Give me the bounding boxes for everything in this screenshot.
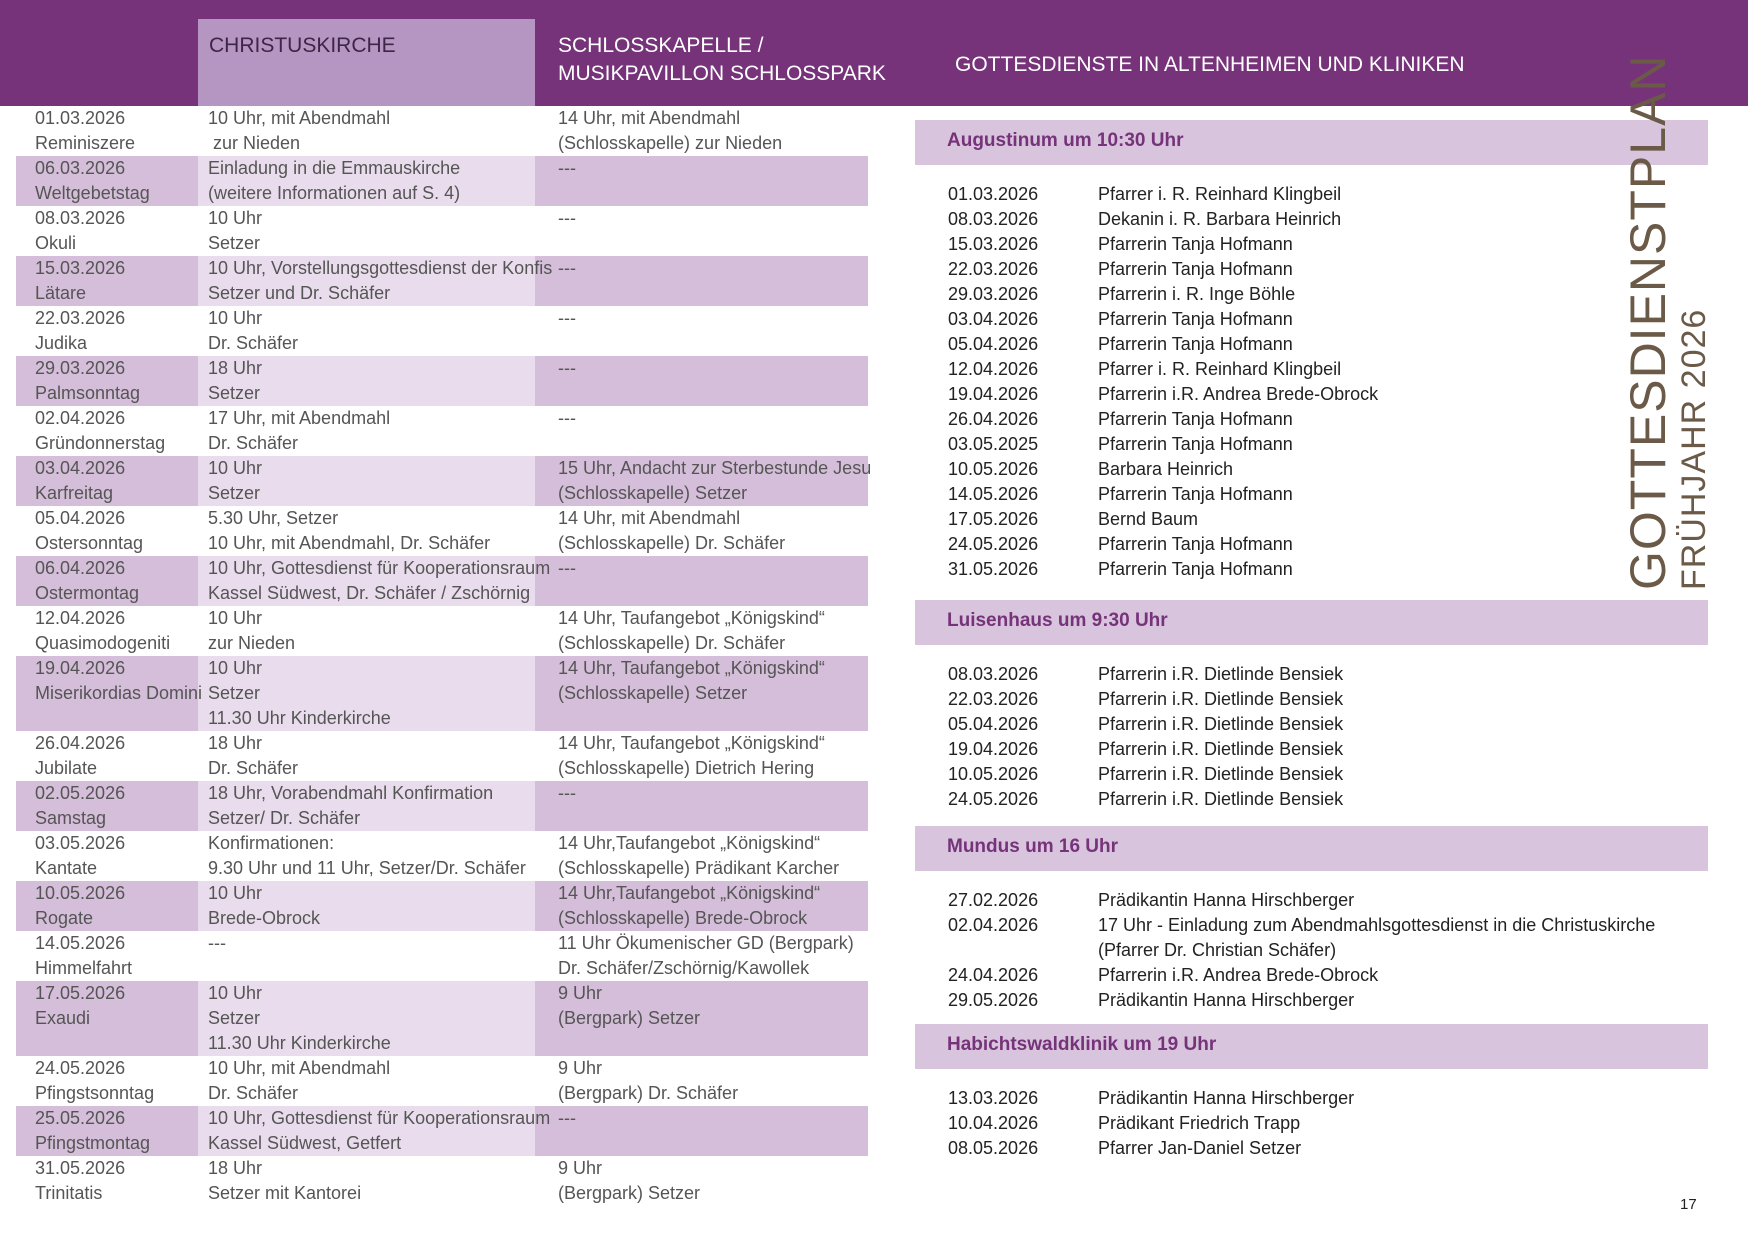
row-schlosskapelle (558, 1156, 700, 1206)
table-row (0, 981, 870, 1056)
table-row (0, 306, 870, 356)
table-row (0, 156, 870, 206)
entry-person: Dekanin i. R. Barbara Heinrich (1098, 209, 1342, 229)
row-christuskirche (208, 356, 262, 406)
row-christuskirche-line: Setzer und Dr. Schäfer (208, 283, 391, 303)
row-date (35, 1156, 125, 1206)
row-schlosskapelle (558, 831, 839, 881)
row-schlosskapelle (558, 981, 700, 1031)
row-date (35, 556, 139, 606)
row-christuskirche-line: 18 Uhr (208, 1158, 263, 1178)
row-date-value: 29.03.2026 (35, 358, 126, 378)
row-christuskirche-line: 10 Uhr (208, 658, 263, 678)
row-christuskirche-line: Konfirmationen: (208, 833, 335, 853)
entry-person: Pfarrerin Tanja Hofmann (1098, 409, 1293, 429)
entry-date: 15.03.2026 (948, 234, 1039, 254)
row-schlosskapelle-line: 14 Uhr, Taufangebot „Königskind“ (558, 608, 825, 628)
row-christuskirche-line: 18 Uhr (208, 358, 263, 378)
table-row (0, 256, 870, 306)
row-christuskirche-line: Kassel Südwest, Dr. Schäfer / Zschörnig (208, 583, 531, 603)
table-row (0, 881, 870, 931)
row-schlosskapelle (558, 156, 576, 181)
row-schlosskapelle-line: (Schlosskapelle) Dietrich Hering (558, 758, 815, 778)
row-christuskirche (208, 781, 493, 831)
row-christuskirche-line: Setzer (208, 1008, 261, 1028)
entry-date: 29.05.2026 (948, 990, 1039, 1010)
entry-person: Pfarrerin i.R. Dietlinde Bensiek (1098, 789, 1344, 809)
table-row (0, 656, 870, 731)
row-christuskirche (208, 506, 490, 556)
row-christuskirche (208, 656, 391, 731)
table-row (0, 931, 870, 981)
section-title: Habichtswaldklinik um 19 Uhr (947, 1034, 1217, 1055)
row-christuskirche-line: Setzer (208, 683, 261, 703)
entry-date: 19.04.2026 (948, 384, 1039, 404)
section-title: Mundus um 16 Uhr (947, 836, 1119, 857)
table-row (0, 1156, 870, 1206)
row-christuskirche (208, 881, 320, 931)
row-schlosskapelle-line: --- (558, 158, 576, 178)
entry-person: (Pfarrer Dr. Christian Schäfer) (1098, 940, 1337, 960)
entry-person: Pfarrerin Tanja Hofmann (1098, 234, 1293, 254)
row-date-value: 06.03.2026 (35, 158, 126, 178)
row-date-value: 05.04.2026 (35, 508, 126, 528)
section-header (915, 120, 1708, 165)
header-altenheime: GOTTESDIENSTE IN ALTENHEIMEN UND KLINIKEN (955, 53, 1465, 76)
row-schlosskapelle (558, 606, 825, 656)
row-day-name: Miserikordias Domini (35, 683, 203, 703)
row-date (35, 506, 143, 556)
row-christuskirche-line: 11.30 Uhr Kinderkirche (208, 1033, 391, 1053)
row-schlosskapelle (558, 931, 854, 981)
entry-date: 03.05.2025 (948, 434, 1039, 454)
table-row (0, 506, 870, 556)
row-date-value: 02.05.2026 (35, 783, 126, 803)
entry-person: Barbara Heinrich (1098, 459, 1234, 479)
row-date (35, 106, 135, 156)
row-date (35, 931, 132, 981)
row-day-name: Lätare (35, 283, 87, 303)
entry-date: 22.03.2026 (948, 259, 1039, 279)
row-day-name: Quasimodogeniti (35, 633, 171, 653)
row-date-value: 25.05.2026 (35, 1108, 126, 1128)
entry-date: 31.05.2026 (948, 559, 1039, 579)
row-date-value: 06.04.2026 (35, 558, 126, 578)
row-christuskirche (208, 981, 391, 1056)
row-date-value: 14.05.2026 (35, 933, 126, 953)
row-christuskirche (208, 1056, 390, 1106)
row-schlosskapelle (558, 406, 576, 431)
row-schlosskapelle (558, 256, 576, 281)
row-shading (535, 156, 868, 206)
row-christuskirche-line: 10 Uhr (208, 208, 263, 228)
row-christuskirche-line: zur Nieden (208, 633, 296, 653)
table-row (0, 831, 870, 881)
row-schlosskapelle-line: 9 Uhr (558, 983, 603, 1003)
row-day-name: Exaudi (35, 1008, 91, 1028)
row-day-name: Karfreitag (35, 483, 114, 503)
row-christuskirche-line: 10 Uhr, mit Abendmahl (208, 1058, 391, 1078)
row-christuskirche-line: 10 Uhr (208, 883, 263, 903)
entry-date: 01.03.2026 (948, 184, 1039, 204)
row-date (35, 981, 125, 1031)
row-christuskirche-line: (weitere Informationen auf S. 4) (208, 183, 461, 203)
row-christuskirche (208, 256, 552, 306)
row-schlosskapelle (558, 781, 576, 806)
row-date (35, 606, 170, 656)
table-row (0, 106, 870, 156)
row-christuskirche-line: Dr. Schäfer (208, 333, 299, 353)
row-schlosskapelle-line: Dr. Schäfer/Zschörnig/Kawollek (558, 958, 810, 978)
row-christuskirche (208, 156, 460, 206)
row-christuskirche (208, 306, 298, 356)
row-christuskirche (208, 831, 526, 881)
row-christuskirche-line: 17 Uhr, mit Abendmahl (208, 408, 391, 428)
row-christuskirche-line: 10 Uhr (208, 983, 263, 1003)
entry-person: Pfarrerin Tanja Hofmann (1098, 334, 1293, 354)
entry-date: 26.04.2026 (948, 409, 1039, 429)
entry-person: Pfarrerin Tanja Hofmann (1098, 434, 1293, 454)
table-row (0, 356, 870, 406)
row-schlosskapelle-line: (Schlosskapelle) Setzer (558, 683, 748, 703)
row-schlosskapelle (558, 356, 576, 381)
section-title: Augustinum um 10:30 Uhr (947, 130, 1184, 151)
row-christuskirche-line: Dr. Schäfer (208, 433, 299, 453)
row-day-name: Ostermontag (35, 583, 140, 603)
row-schlosskapelle-line: 15 Uhr, Andacht zur Sterbestunde Jesu (558, 458, 872, 478)
row-christuskirche-line: 10 Uhr (208, 458, 263, 478)
row-date-value: 03.04.2026 (35, 458, 126, 478)
entry-person: Pfarrerin Tanja Hofmann (1098, 484, 1293, 504)
entry-person: Prädikant Friedrich Trapp (1098, 1113, 1301, 1133)
row-schlosskapelle-line: 14 Uhr,Taufangebot „Königskind“ (558, 833, 821, 853)
row-christuskirche (208, 1156, 361, 1206)
row-christuskirche-line: 18 Uhr, Vorabendmahl Konfirmation (208, 783, 494, 803)
row-schlosskapelle-line: (Schlosskapelle) Brede-Obrock (558, 908, 808, 928)
row-christuskirche-line: Setzer (208, 483, 261, 503)
entry-person: Pfarrerin i.R. Dietlinde Bensiek (1098, 714, 1344, 734)
row-date (35, 656, 202, 706)
row-date (35, 831, 125, 881)
row-christuskirche-line: 10 Uhr, Vorstellungsgottesdienst der Konfis (208, 258, 553, 278)
entry-date: 08.03.2026 (948, 209, 1039, 229)
row-christuskirche-line: Dr. Schäfer (208, 1083, 299, 1103)
row-day-name: Okuli (35, 233, 77, 253)
row-date (35, 406, 165, 456)
row-christuskirche-line: Brede-Obrock (208, 908, 321, 928)
entry-date: 05.04.2026 (948, 334, 1039, 354)
section-header (915, 600, 1708, 645)
row-shading (535, 1106, 868, 1156)
row-schlosskapelle (558, 1106, 576, 1131)
row-christuskirche-line: 10 Uhr (208, 308, 263, 328)
row-date-value: 22.03.2026 (35, 308, 126, 328)
row-christuskirche-line: Setzer mit Kantorei (208, 1183, 362, 1203)
row-schlosskapelle-line: --- (558, 408, 576, 428)
row-date (35, 206, 125, 256)
row-day-name: Reminiszere (35, 133, 136, 153)
row-christuskirche-line: Setzer (208, 383, 261, 403)
entry-person: Prädikantin Hanna Hirschberger (1098, 890, 1355, 910)
row-date (35, 1056, 154, 1106)
entry-date: 10.04.2026 (948, 1113, 1039, 1133)
row-schlosskapelle (558, 731, 825, 781)
row-day-name: Gründonnerstag (35, 433, 166, 453)
row-date-value: 17.05.2026 (35, 983, 126, 1003)
entry-date: 12.04.2026 (948, 359, 1039, 379)
entry-date: 05.04.2026 (948, 714, 1039, 734)
row-schlosskapelle (558, 106, 782, 156)
row-schlosskapelle (558, 656, 825, 706)
entry-date: 02.04.2026 (948, 915, 1039, 935)
header-schlosskapelle-line2: MUSIKPAVILLON SCHLOSSPARK (558, 62, 886, 85)
row-schlosskapelle-line: --- (558, 208, 576, 228)
entry-person: 17 Uhr - Einladung zum Abendmahlsgottesdienst in die Christuskirche (1098, 915, 1656, 935)
table-row (0, 781, 870, 831)
entry-person: Bernd Baum (1098, 509, 1199, 529)
vertical-title-sub: FRÜHJAHR 2026 (1675, 308, 1713, 590)
row-schlosskapelle-line: 11 Uhr Ökumenischer GD (Bergpark) (558, 933, 854, 953)
table-row (0, 606, 870, 656)
row-christuskirche-line: 10 Uhr, mit Abendmahl (208, 108, 391, 128)
row-date-value: 26.04.2026 (35, 733, 126, 753)
row-shading (535, 781, 868, 831)
row-day-name: Kantate (35, 858, 98, 878)
row-christuskirche (208, 931, 226, 956)
row-christuskirche (208, 606, 295, 656)
entry-person: Pfarrerin i.R. Andrea Brede-Obrock (1098, 965, 1379, 985)
entry-date: 08.05.2026 (948, 1138, 1039, 1158)
row-schlosskapelle (558, 556, 576, 581)
row-christuskirche (208, 556, 550, 606)
row-date (35, 1106, 150, 1156)
row-day-name: Himmelfahrt (35, 958, 133, 978)
row-schlosskapelle-line: --- (558, 308, 576, 328)
row-christuskirche-line: 5.30 Uhr, Setzer (208, 508, 339, 528)
row-date (35, 881, 125, 931)
row-date-value: 15.03.2026 (35, 258, 126, 278)
row-date (35, 781, 125, 831)
table-row (0, 456, 870, 506)
section-header (915, 1024, 1708, 1069)
entry-date: 10.05.2026 (948, 764, 1039, 784)
entry-date: 03.04.2026 (948, 309, 1039, 329)
header-christuskirche: CHRISTUSKIRCHE (209, 34, 396, 57)
table-row (0, 406, 870, 456)
row-christuskirche-line: Setzer (208, 233, 261, 253)
table-row (0, 1056, 870, 1106)
entry-person: Pfarrer i. R. Reinhard Klingbeil (1098, 359, 1342, 379)
section-header (915, 826, 1708, 871)
entry-date: 10.05.2026 (948, 459, 1039, 479)
row-date-value: 02.04.2026 (35, 408, 126, 428)
entry-date: 19.04.2026 (948, 739, 1039, 759)
row-schlosskapelle-line: (Schlosskapelle) zur Nieden (558, 133, 783, 153)
row-schlosskapelle-line: --- (558, 358, 576, 378)
entry-date: 27.02.2026 (948, 890, 1039, 910)
row-schlosskapelle-line: (Bergpark) Setzer (558, 1008, 701, 1028)
row-date-value: 10.05.2026 (35, 883, 126, 903)
row-schlosskapelle-line: (Schlosskapelle) Prädikant Karcher (558, 858, 840, 878)
entry-person: Prädikantin Hanna Hirschberger (1098, 1088, 1355, 1108)
row-day-name: Ostersonntag (35, 533, 144, 553)
row-date (35, 156, 150, 206)
row-schlosskapelle (558, 206, 576, 231)
table-row (0, 206, 870, 256)
entry-person: Pfarrer i. R. Reinhard Klingbeil (1098, 184, 1342, 204)
row-date (35, 306, 125, 356)
row-christuskirche (208, 206, 262, 256)
row-date-value: 24.05.2026 (35, 1058, 126, 1078)
vertical-title-main: GOTTESDIENSTPLAN (1620, 54, 1676, 590)
entry-date: 08.03.2026 (948, 664, 1039, 684)
row-christuskirche (208, 731, 298, 781)
row-schlosskapelle-line: (Bergpark) Setzer (558, 1183, 701, 1203)
section-title: Luisenhaus um 9:30 Uhr (947, 610, 1168, 631)
row-christuskirche-line: 9.30 Uhr und 11 Uhr, Setzer/Dr. Schäfer (208, 858, 526, 878)
row-date (35, 456, 125, 506)
row-day-name: Pfingstmontag (35, 1133, 151, 1153)
entry-date: 13.03.2026 (948, 1088, 1039, 1108)
table-row (0, 1106, 870, 1156)
row-schlosskapelle-line: 9 Uhr (558, 1058, 603, 1078)
row-schlosskapelle (558, 881, 820, 931)
row-day-name: Jubilate (35, 758, 98, 778)
entry-date: 24.05.2026 (948, 789, 1039, 809)
entry-person: Pfarrerin i.R. Dietlinde Bensiek (1098, 764, 1344, 784)
row-christuskirche-line: Setzer/ Dr. Schäfer (208, 808, 361, 828)
row-christuskirche-line: Einladung in die Emmauskirche (208, 158, 461, 178)
row-schlosskapelle (558, 506, 785, 556)
row-christuskirche (208, 1106, 550, 1156)
row-schlosskapelle-line: (Schlosskapelle) Dr. Schäfer (558, 533, 786, 553)
row-christuskirche-line: 10 Uhr (208, 608, 263, 628)
row-christuskirche (208, 456, 262, 506)
entry-date: 17.05.2026 (948, 509, 1039, 529)
row-schlosskapelle-line: 14 Uhr, Taufangebot „Königskind“ (558, 658, 825, 678)
entry-person: Pfarrerin i.R. Dietlinde Bensiek (1098, 664, 1344, 684)
row-christuskirche-line: zur Nieden (208, 133, 301, 153)
entry-person: Pfarrerin i.R. Dietlinde Bensiek (1098, 739, 1344, 759)
header-schlosskapelle-line1: SCHLOSSKAPELLE / (558, 34, 764, 57)
row-day-name: Rogate (35, 908, 94, 928)
entry-date: 14.05.2026 (948, 484, 1039, 504)
table-row (0, 731, 870, 781)
vertical-title (1620, 54, 1712, 590)
table-row (0, 556, 870, 606)
row-christuskirche-line: 18 Uhr (208, 733, 263, 753)
row-schlosskapelle-line: --- (558, 783, 576, 803)
row-schlosskapelle-line: --- (558, 258, 576, 278)
entry-person: Pfarrerin i.R. Dietlinde Bensiek (1098, 689, 1344, 709)
entry-date: 24.04.2026 (948, 965, 1039, 985)
row-day-name: Judika (35, 333, 88, 353)
row-date (35, 731, 125, 781)
entry-person: Pfarrerin Tanja Hofmann (1098, 559, 1293, 579)
row-shading (535, 356, 868, 406)
row-date-value: 12.04.2026 (35, 608, 126, 628)
row-day-name: Samstag (35, 808, 107, 828)
row-day-name: Palmsonntag (35, 383, 141, 403)
row-day-name: Pfingstsonntag (35, 1083, 155, 1103)
row-schlosskapelle-line: 9 Uhr (558, 1158, 603, 1178)
row-schlosskapelle (558, 1056, 738, 1106)
row-date-value: 19.04.2026 (35, 658, 126, 678)
page-number: 17 (1680, 1196, 1697, 1213)
row-date-value: 03.05.2026 (35, 833, 126, 853)
row-date (35, 356, 140, 406)
row-schlosskapelle-line: --- (558, 1108, 576, 1128)
entry-person: Pfarrerin Tanja Hofmann (1098, 309, 1293, 329)
row-christuskirche-line: 10 Uhr, Gottesdienst für Kooperationsraum (208, 1108, 551, 1128)
entry-person: Pfarrer Jan-Daniel Setzer (1098, 1138, 1302, 1158)
row-christuskirche-line: Dr. Schäfer (208, 758, 299, 778)
entry-person: Pfarrerin Tanja Hofmann (1098, 534, 1293, 554)
row-schlosskapelle-line: 14 Uhr,Taufangebot „Königskind“ (558, 883, 821, 903)
row-schlosskapelle-line: (Schlosskapelle) Dr. Schäfer (558, 633, 786, 653)
row-shading (535, 556, 868, 606)
entry-date: 22.03.2026 (948, 689, 1039, 709)
row-schlosskapelle-line: 14 Uhr, mit Abendmahl (558, 508, 741, 528)
entry-date: 24.05.2026 (948, 534, 1039, 554)
entry-person: Pfarrerin Tanja Hofmann (1098, 259, 1293, 279)
row-christuskirche-line: 10 Uhr, mit Abendmahl, Dr. Schäfer (208, 533, 491, 553)
entry-person: Pfarrerin i.R. Andrea Brede-Obrock (1098, 384, 1379, 404)
row-schlosskapelle (558, 456, 871, 506)
row-christuskirche-line: 11.30 Uhr Kinderkirche (208, 708, 391, 728)
row-date-value: 31.05.2026 (35, 1158, 126, 1178)
row-shading (535, 256, 868, 306)
row-schlosskapelle-line: 14 Uhr, Taufangebot „Königskind“ (558, 733, 825, 753)
row-schlosskapelle (558, 306, 576, 331)
row-date-value: 01.03.2026 (35, 108, 126, 128)
row-schlosskapelle-line: (Bergpark) Dr. Schäfer (558, 1083, 739, 1103)
entry-person: Pfarrerin i. R. Inge Böhle (1098, 284, 1296, 304)
row-date-value: 08.03.2026 (35, 208, 126, 228)
row-schlosskapelle-line: (Schlosskapelle) Setzer (558, 483, 748, 503)
entry-person: Prädikantin Hanna Hirschberger (1098, 990, 1355, 1010)
row-date (35, 256, 125, 306)
row-day-name: Weltgebetstag (35, 183, 150, 203)
entry-date: 29.03.2026 (948, 284, 1039, 304)
row-christuskirche (208, 406, 390, 456)
row-schlosskapelle-line: 14 Uhr, mit Abendmahl (558, 108, 741, 128)
row-christuskirche (208, 106, 390, 156)
header-schlosskapelle (558, 32, 886, 88)
row-christuskirche-line: 10 Uhr, Gottesdienst für Kooperationsraum (208, 558, 551, 578)
row-day-name: Trinitatis (35, 1183, 103, 1203)
row-schlosskapelle-line: --- (558, 558, 576, 578)
row-christuskirche-line: Kassel Südwest, Getfert (208, 1133, 402, 1153)
row-christuskirche-line: --- (208, 933, 226, 953)
